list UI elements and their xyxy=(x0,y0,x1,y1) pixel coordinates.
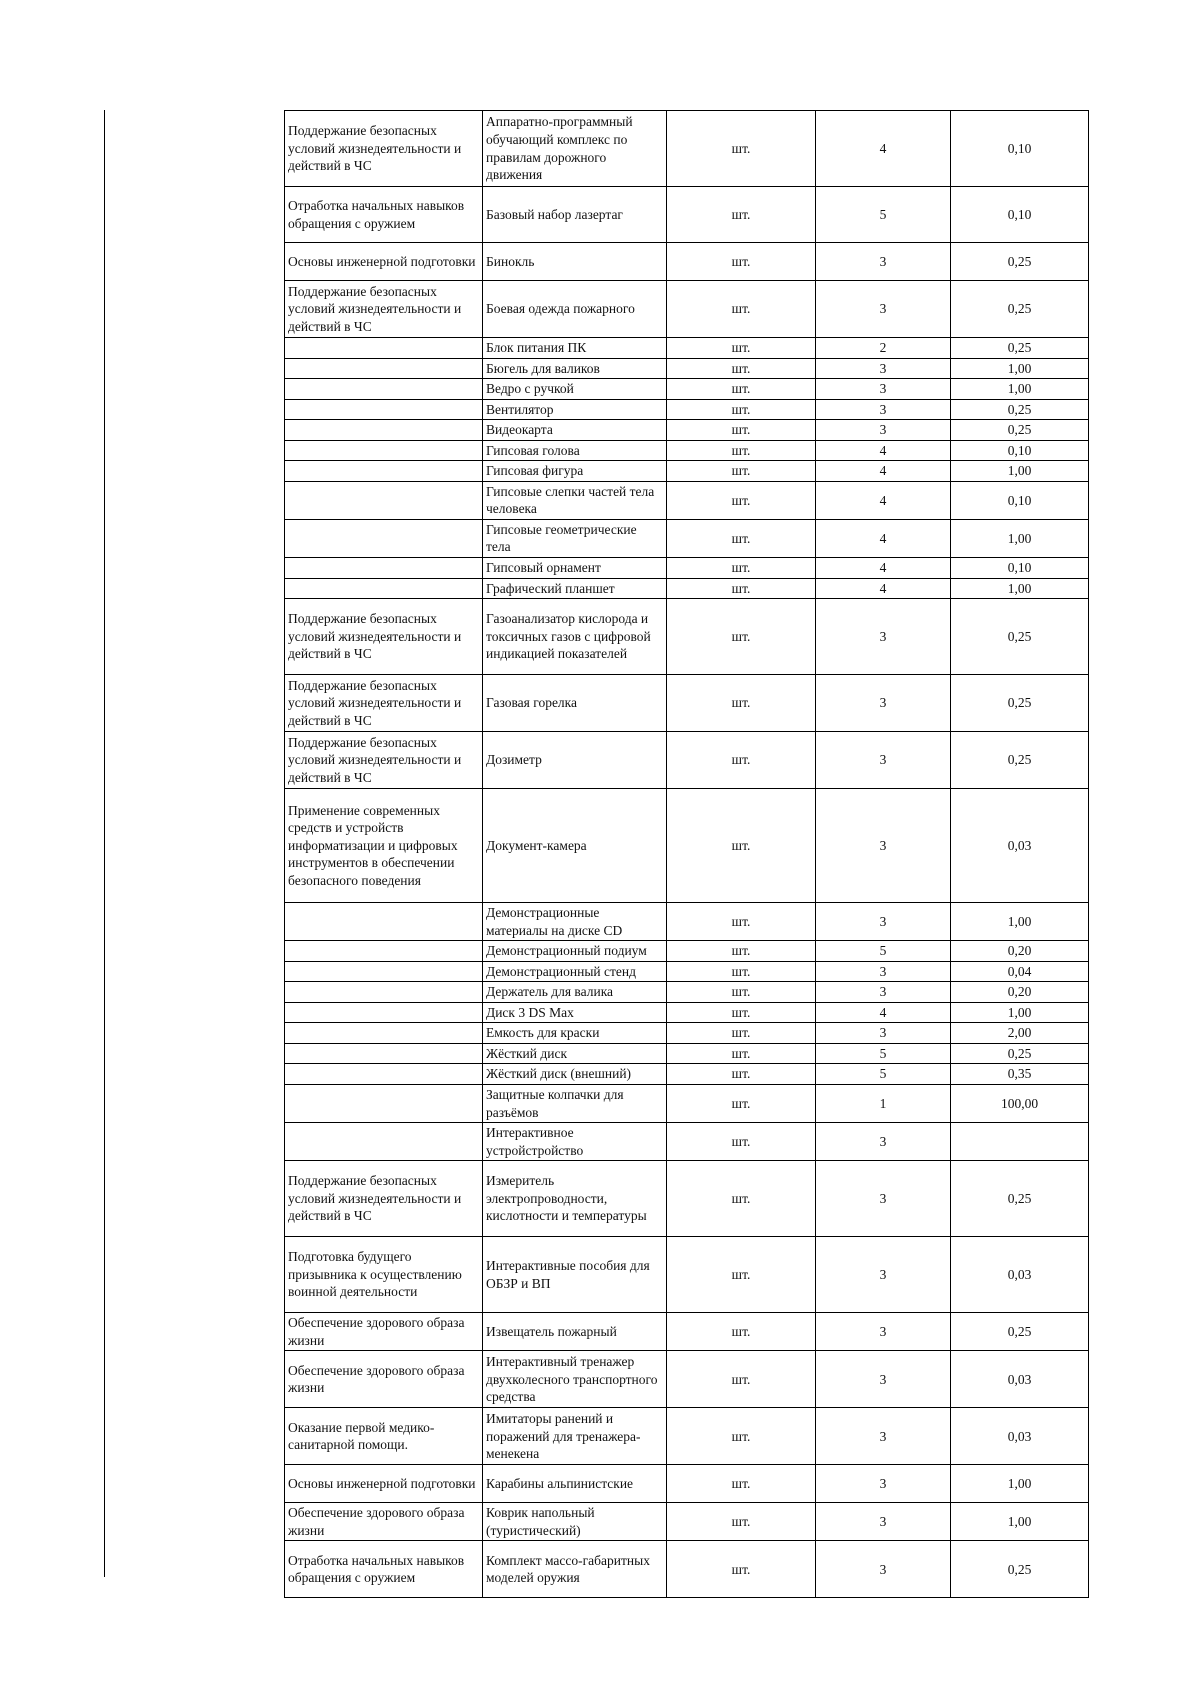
table-row xyxy=(285,1023,1089,1044)
unit-cell: шт. xyxy=(667,187,816,243)
table-row xyxy=(285,675,1089,732)
table-row xyxy=(285,338,1089,359)
norm-cell: 2,00 xyxy=(951,1023,1089,1044)
section-cell xyxy=(285,358,483,379)
item-cell: Вентилятор xyxy=(483,399,667,420)
item-cell: Аппаратно-программный обучающий комплекс по правилам дорожного движения xyxy=(483,111,667,187)
unit-cell: шт. xyxy=(667,358,816,379)
table-row xyxy=(285,558,1089,579)
unit-cell: шт. xyxy=(667,420,816,441)
unit-cell: шт. xyxy=(667,379,816,400)
norm-cell: 1,00 xyxy=(951,379,1089,400)
quantity-cell: 3 xyxy=(816,982,951,1003)
table-row xyxy=(285,1237,1089,1313)
unit-cell: шт. xyxy=(667,399,816,420)
table-row xyxy=(285,1002,1089,1023)
quantity-cell: 3 xyxy=(816,399,951,420)
section-cell xyxy=(285,519,483,557)
section-cell xyxy=(285,982,483,1003)
item-cell: Извещатель пожарный xyxy=(483,1313,667,1351)
table-row xyxy=(285,481,1089,519)
unit-cell: шт. xyxy=(667,1465,816,1503)
norm-cell: 1,00 xyxy=(951,1465,1089,1503)
equipment-table-body xyxy=(285,111,1089,1598)
unit-cell: шт. xyxy=(667,941,816,962)
section-cell xyxy=(285,420,483,441)
unit-cell: шт. xyxy=(667,461,816,482)
section-cell xyxy=(285,1123,483,1161)
table-row xyxy=(285,961,1089,982)
unit-cell: шт. xyxy=(667,1002,816,1023)
quantity-cell: 3 xyxy=(816,903,951,941)
item-cell: Интерактивное устройстройство xyxy=(483,1123,667,1161)
section-cell xyxy=(285,1023,483,1044)
unit-cell: шт. xyxy=(667,1408,816,1465)
unit-cell: шт. xyxy=(667,599,816,675)
norm-cell: 0,10 xyxy=(951,187,1089,243)
norm-cell: 1,00 xyxy=(951,461,1089,482)
table-row xyxy=(285,1085,1089,1123)
section-cell: Обеспечение здорового образа жизни xyxy=(285,1351,483,1408)
table-row xyxy=(285,1465,1089,1503)
table-row xyxy=(285,379,1089,400)
norm-cell: 0,20 xyxy=(951,941,1089,962)
section-cell: Поддержание безопасных условий жизнедеятельности и действий в ЧС xyxy=(285,732,483,789)
quantity-cell: 3 xyxy=(816,1503,951,1541)
quantity-cell: 3 xyxy=(816,1465,951,1503)
norm-cell: 0,25 xyxy=(951,243,1089,281)
table-row xyxy=(285,1313,1089,1351)
table-row xyxy=(285,519,1089,557)
norm-cell: 0,03 xyxy=(951,1351,1089,1408)
unit-cell: шт. xyxy=(667,1043,816,1064)
unit-cell: шт. xyxy=(667,519,816,557)
unit-cell: шт. xyxy=(667,1541,816,1598)
table-row xyxy=(285,1503,1089,1541)
norm-cell: 1,00 xyxy=(951,903,1089,941)
item-cell: Интерактивные пособия для ОБЗР и ВП xyxy=(483,1237,667,1313)
unit-cell: шт. xyxy=(667,440,816,461)
norm-cell: 1,00 xyxy=(951,358,1089,379)
section-cell: Подготовка будущего призывника к осуществлению воинной деятельности xyxy=(285,1237,483,1313)
section-cell: Обеспечение здорового образа жизни xyxy=(285,1313,483,1351)
quantity-cell: 3 xyxy=(816,789,951,903)
section-cell xyxy=(285,338,483,359)
unit-cell: шт. xyxy=(667,675,816,732)
table-row xyxy=(285,440,1089,461)
table-row xyxy=(285,941,1089,962)
item-cell: Документ-камера xyxy=(483,789,667,903)
item-cell: Жёсткий диск xyxy=(483,1043,667,1064)
quantity-cell: 3 xyxy=(816,675,951,732)
norm-cell: 0,03 xyxy=(951,789,1089,903)
quantity-cell: 3 xyxy=(816,243,951,281)
item-cell: Бинокль xyxy=(483,243,667,281)
unit-cell: шт. xyxy=(667,1064,816,1085)
section-cell xyxy=(285,558,483,579)
quantity-cell: 1 xyxy=(816,1085,951,1123)
item-cell: Жёсткий диск (внешний) xyxy=(483,1064,667,1085)
quantity-cell: 3 xyxy=(816,1313,951,1351)
unit-cell: шт. xyxy=(667,1503,816,1541)
quantity-cell: 3 xyxy=(816,1237,951,1313)
item-cell: Блок питания ПК xyxy=(483,338,667,359)
section-cell xyxy=(285,578,483,599)
item-cell: Имитаторы ранений и поражений для тренажера-менекена xyxy=(483,1408,667,1465)
item-cell: Базовый набор лазертаг xyxy=(483,187,667,243)
item-cell: Гипсовая голова xyxy=(483,440,667,461)
section-cell: Поддержание безопасных условий жизнедеятельности и действий в ЧС xyxy=(285,281,483,338)
item-cell: Держатель для валика xyxy=(483,982,667,1003)
table-row xyxy=(285,461,1089,482)
section-cell: Отработка начальных навыков обращения с оружием xyxy=(285,1541,483,1598)
quantity-cell: 3 xyxy=(816,1351,951,1408)
item-cell: Гипсовые геометрические тела xyxy=(483,519,667,557)
item-cell: Интерактивный тренажер двухколесного транспортного средства xyxy=(483,1351,667,1408)
quantity-cell: 3 xyxy=(816,1161,951,1237)
item-cell: Дозиметр xyxy=(483,732,667,789)
quantity-cell: 4 xyxy=(816,519,951,557)
section-cell xyxy=(285,941,483,962)
unit-cell: шт. xyxy=(667,281,816,338)
quantity-cell: 3 xyxy=(816,732,951,789)
section-cell xyxy=(285,399,483,420)
unit-cell: шт. xyxy=(667,961,816,982)
section-cell xyxy=(285,961,483,982)
norm-cell: 0,20 xyxy=(951,982,1089,1003)
table-row xyxy=(285,420,1089,441)
table-row xyxy=(285,578,1089,599)
unit-cell: шт. xyxy=(667,1085,816,1123)
norm-cell: 1,00 xyxy=(951,1002,1089,1023)
norm-cell: 0,25 xyxy=(951,675,1089,732)
item-cell: Бюгель для валиков xyxy=(483,358,667,379)
norm-cell: 0,25 xyxy=(951,1161,1089,1237)
norm-cell: 0,25 xyxy=(951,1043,1089,1064)
table-row xyxy=(285,789,1089,903)
table-row xyxy=(285,1408,1089,1465)
quantity-cell: 5 xyxy=(816,1043,951,1064)
section-cell: Поддержание безопасных условий жизнедеятельности и действий в ЧС xyxy=(285,111,483,187)
section-cell xyxy=(285,1043,483,1064)
norm-cell: 0,04 xyxy=(951,961,1089,982)
item-cell: Демонстрационные материалы на диске CD xyxy=(483,903,667,941)
item-cell: Гипсовый орнамент xyxy=(483,558,667,579)
table-row xyxy=(285,1161,1089,1237)
unit-cell: шт. xyxy=(667,903,816,941)
table-row xyxy=(285,187,1089,243)
section-cell: Отработка начальных навыков обращения с оружием xyxy=(285,187,483,243)
page-margin-line xyxy=(104,110,105,1577)
norm-cell: 0,25 xyxy=(951,420,1089,441)
section-cell xyxy=(285,481,483,519)
table-row xyxy=(285,243,1089,281)
unit-cell: шт. xyxy=(667,982,816,1003)
unit-cell: шт. xyxy=(667,1351,816,1408)
quantity-cell: 4 xyxy=(816,1002,951,1023)
item-cell: Демонстрационный стенд xyxy=(483,961,667,982)
section-cell: Основы инженерной подготовки xyxy=(285,1465,483,1503)
section-cell xyxy=(285,440,483,461)
unit-cell: шт. xyxy=(667,732,816,789)
quantity-cell: 3 xyxy=(816,358,951,379)
unit-cell: шт. xyxy=(667,243,816,281)
section-cell: Обеспечение здорового образа жизни xyxy=(285,1503,483,1541)
unit-cell: шт. xyxy=(667,338,816,359)
unit-cell: шт. xyxy=(667,1161,816,1237)
norm-cell: 1,00 xyxy=(951,1503,1089,1541)
item-cell: Графический планшет xyxy=(483,578,667,599)
table-row xyxy=(285,982,1089,1003)
section-cell: Основы инженерной подготовки xyxy=(285,243,483,281)
quantity-cell: 4 xyxy=(816,111,951,187)
quantity-cell: 4 xyxy=(816,461,951,482)
unit-cell: шт. xyxy=(667,789,816,903)
table-row xyxy=(285,599,1089,675)
item-cell: Боевая одежда пожарного xyxy=(483,281,667,338)
quantity-cell: 3 xyxy=(816,599,951,675)
item-cell: Диск 3 DS Max xyxy=(483,1002,667,1023)
item-cell: Газовая горелка xyxy=(483,675,667,732)
norm-cell: 0,10 xyxy=(951,111,1089,187)
norm-cell: 0,25 xyxy=(951,281,1089,338)
quantity-cell: 3 xyxy=(816,961,951,982)
unit-cell: шт. xyxy=(667,1313,816,1351)
quantity-cell: 4 xyxy=(816,481,951,519)
quantity-cell: 3 xyxy=(816,420,951,441)
norm-cell: 0,25 xyxy=(951,399,1089,420)
section-cell xyxy=(285,461,483,482)
quantity-cell: 5 xyxy=(816,941,951,962)
section-cell xyxy=(285,1085,483,1123)
section-cell xyxy=(285,1002,483,1023)
norm-cell: 0,25 xyxy=(951,599,1089,675)
norm-cell: 0,10 xyxy=(951,440,1089,461)
unit-cell: шт. xyxy=(667,578,816,599)
unit-cell: шт. xyxy=(667,558,816,579)
norm-cell: 0,35 xyxy=(951,1064,1089,1085)
quantity-cell: 5 xyxy=(816,187,951,243)
quantity-cell: 3 xyxy=(816,1123,951,1161)
table-row xyxy=(285,1541,1089,1598)
item-cell: Комплект массо-габаритных моделей оружия xyxy=(483,1541,667,1598)
unit-cell: шт. xyxy=(667,111,816,187)
quantity-cell: 3 xyxy=(816,1408,951,1465)
item-cell: Карабины альпинистские xyxy=(483,1465,667,1503)
table-row xyxy=(285,1043,1089,1064)
section-cell: Применение современных средств и устройств информатизации и цифровых инструментов в обеспечении безопасного поведения xyxy=(285,789,483,903)
norm-cell: 0,10 xyxy=(951,481,1089,519)
item-cell: Ведро с ручкой xyxy=(483,379,667,400)
item-cell: Видеокарта xyxy=(483,420,667,441)
quantity-cell: 4 xyxy=(816,558,951,579)
unit-cell: шт. xyxy=(667,1237,816,1313)
norm-cell: 0,25 xyxy=(951,732,1089,789)
table-row xyxy=(285,1351,1089,1408)
item-cell: Емкость для краски xyxy=(483,1023,667,1044)
section-cell xyxy=(285,379,483,400)
item-cell: Гипсовая фигура xyxy=(483,461,667,482)
norm-cell: 100,00 xyxy=(951,1085,1089,1123)
item-cell: Гипсовые слепки частей тела человека xyxy=(483,481,667,519)
quantity-cell: 5 xyxy=(816,1064,951,1085)
norm-cell xyxy=(951,1123,1089,1161)
table-row xyxy=(285,399,1089,420)
section-cell: Поддержание безопасных условий жизнедеятельности и действий в ЧС xyxy=(285,675,483,732)
item-cell: Защитные колпачки для разъёмов xyxy=(483,1085,667,1123)
quantity-cell: 2 xyxy=(816,338,951,359)
unit-cell: шт. xyxy=(667,1123,816,1161)
item-cell: Демонстрационный подиум xyxy=(483,941,667,962)
section-cell xyxy=(285,1064,483,1085)
norm-cell: 0,03 xyxy=(951,1408,1089,1465)
section-cell: Поддержание безопасных условий жизнедеятельности и действий в ЧС xyxy=(285,599,483,675)
unit-cell: шт. xyxy=(667,481,816,519)
quantity-cell: 3 xyxy=(816,281,951,338)
norm-cell: 0,25 xyxy=(951,1313,1089,1351)
table-row xyxy=(285,111,1089,187)
quantity-cell: 3 xyxy=(816,1023,951,1044)
norm-cell: 1,00 xyxy=(951,519,1089,557)
table-row xyxy=(285,1064,1089,1085)
section-cell: Поддержание безопасных условий жизнедеятельности и действий в ЧС xyxy=(285,1161,483,1237)
item-cell: Измеритель электропроводности, кислотности и температуры xyxy=(483,1161,667,1237)
equipment-table xyxy=(284,110,1089,1598)
section-cell xyxy=(285,903,483,941)
unit-cell: шт. xyxy=(667,1023,816,1044)
item-cell: Газоанализатор кислорода и токсичных газов с цифровой индикацией показателей xyxy=(483,599,667,675)
table-row xyxy=(285,281,1089,338)
norm-cell: 1,00 xyxy=(951,578,1089,599)
norm-cell: 0,25 xyxy=(951,338,1089,359)
section-cell: Оказание первой медико-санитарной помощи. xyxy=(285,1408,483,1465)
quantity-cell: 3 xyxy=(816,1541,951,1598)
quantity-cell: 3 xyxy=(816,379,951,400)
quantity-cell: 4 xyxy=(816,440,951,461)
table-row xyxy=(285,358,1089,379)
norm-cell: 0,03 xyxy=(951,1237,1089,1313)
norm-cell: 0,25 xyxy=(951,1541,1089,1598)
item-cell: Коврик напольный (туристический) xyxy=(483,1503,667,1541)
norm-cell: 0,10 xyxy=(951,558,1089,579)
table-row xyxy=(285,732,1089,789)
table-row xyxy=(285,903,1089,941)
quantity-cell: 4 xyxy=(816,578,951,599)
table-row xyxy=(285,1123,1089,1161)
